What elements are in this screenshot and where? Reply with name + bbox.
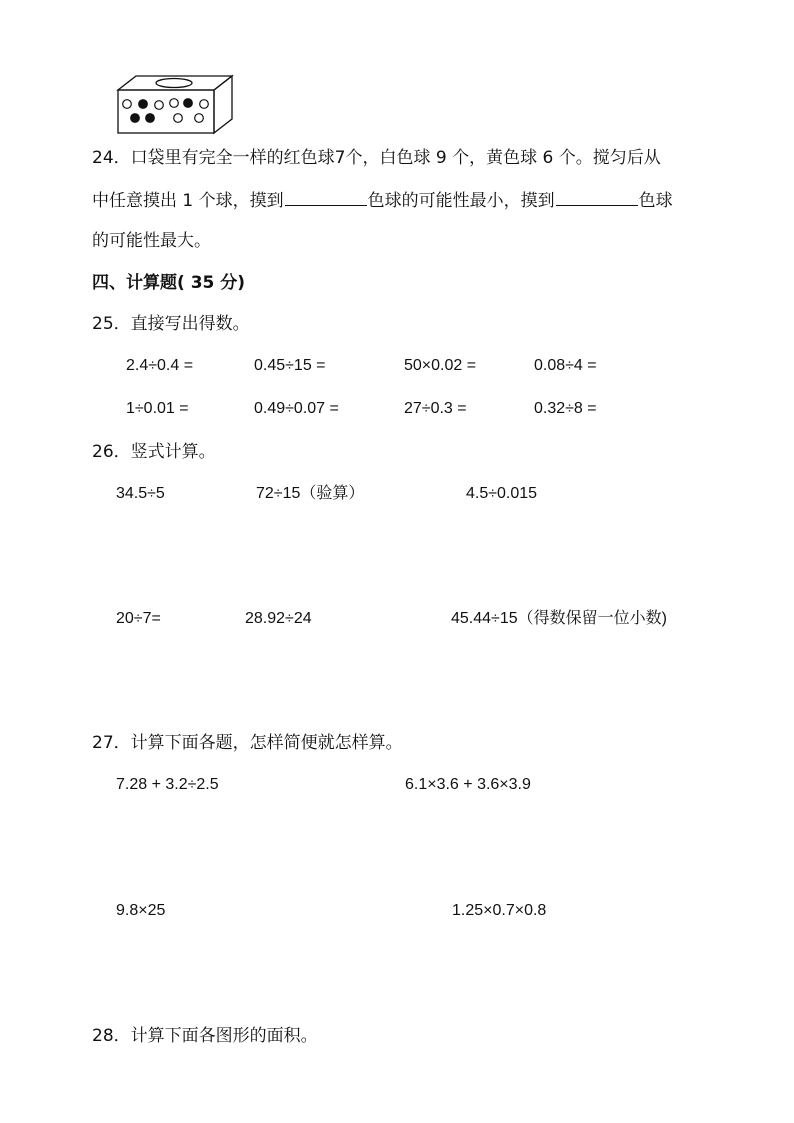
q26-expr: 28.92÷24: [245, 610, 312, 627]
q27-title: 27．计算下面各题，怎样简便就怎样算。: [92, 733, 403, 753]
q25-expr: 0.32÷8 =: [534, 400, 597, 417]
box-opening: [156, 79, 192, 88]
q25-expr: 0.45÷15 =: [254, 357, 326, 374]
box-side-face: [214, 76, 232, 133]
q25-title: 25．直接写出得数。: [92, 314, 250, 334]
q27-expr: 9.8×25: [116, 902, 166, 919]
white-ball: [174, 114, 183, 123]
white-ball: [200, 100, 209, 109]
q24-line-2-part-b: 色球的可能性最小，摸到: [367, 191, 555, 211]
q27-expr: 6.1×3.6 + 3.6×3.9: [405, 776, 531, 793]
box-front-face: [118, 90, 214, 133]
ball-box-figure: [112, 72, 236, 136]
q26-expr: 4.5÷0.015: [466, 485, 538, 502]
answer-blank-most-likely[interactable]: [556, 189, 638, 206]
q25-expr: 0.08÷4 =: [534, 357, 597, 374]
q27-expr: 1.25×0.7×0.8: [452, 902, 547, 919]
white-ball: [195, 114, 204, 123]
q25-expr: 2.4÷0.4 =: [126, 357, 194, 374]
q25-expr: 27÷0.3 =: [404, 400, 467, 417]
q24-line-2-part-a: 中任意摸出 1 个球，摸到: [92, 191, 284, 211]
q25-expr: 50×0.02 =: [404, 357, 477, 374]
black-ball: [184, 99, 193, 108]
q27-expr: 7.28 + 3.2÷2.5: [116, 776, 219, 793]
q26-expr: 34.5÷5: [116, 485, 165, 502]
q24-line-3: 的可能性最大。: [92, 231, 211, 251]
q24-line-1: 24．口袋里有完全一样的红色球7个，白色球 9 个，黄色球 6 个。搅匀后从: [92, 148, 661, 168]
q24-line-2-part-c: 色球: [638, 191, 673, 211]
black-ball: [146, 114, 155, 123]
q26-expr: 20÷7=: [116, 610, 161, 627]
q25-expr: 1÷0.01 =: [126, 400, 189, 417]
black-ball: [131, 114, 140, 123]
q26-title: 26．竖式计算。: [92, 442, 216, 462]
q28-title: 28．计算下面各图形的面积。: [92, 1026, 318, 1046]
white-ball: [170, 99, 179, 108]
white-ball: [123, 100, 132, 109]
answer-blank-least-likely[interactable]: [285, 189, 367, 206]
black-ball: [139, 100, 148, 109]
section-4-title: 四、计算题( 35 分): [92, 273, 246, 293]
q25-expr: 0.49÷0.07 =: [254, 400, 339, 417]
q26-expr: 45.44÷15（得数保留一位小数): [451, 610, 667, 627]
q24-line-2: [92, 189, 673, 211]
q26-expr: 72÷15（验算）: [256, 485, 365, 502]
white-ball: [155, 101, 164, 110]
